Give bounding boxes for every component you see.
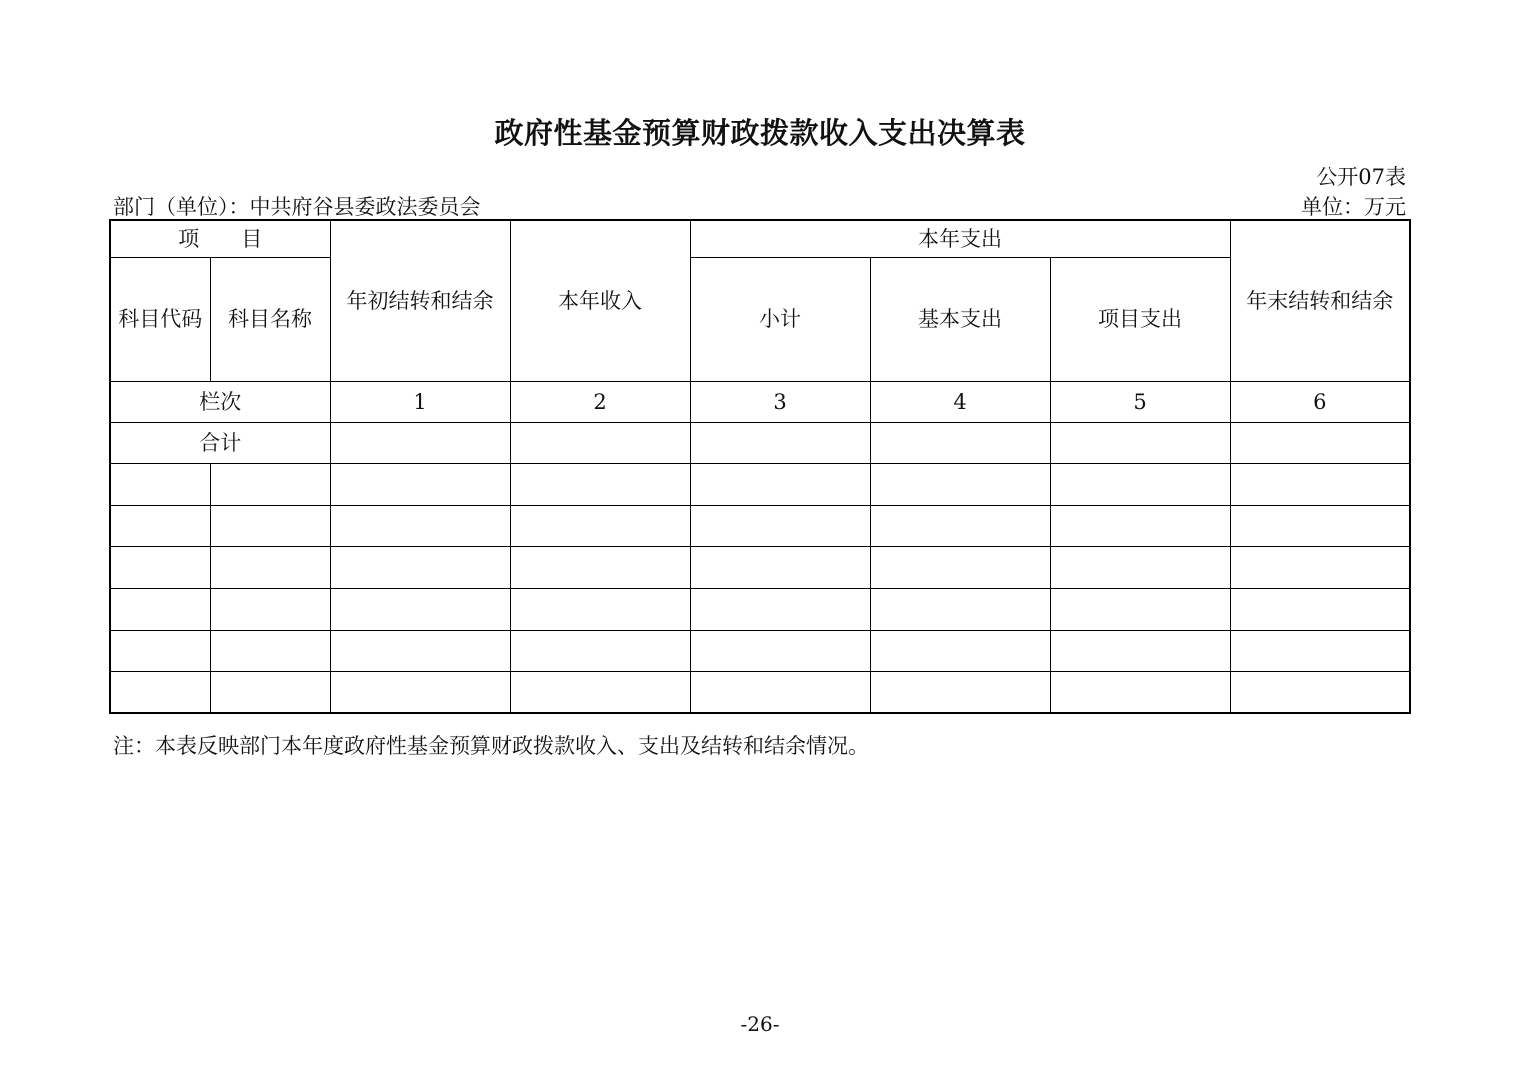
subject-code-cell — [110, 505, 210, 546]
value-cell — [1230, 505, 1410, 546]
column-index: 3 — [690, 381, 870, 422]
value-cell — [690, 463, 870, 505]
value-cell — [1050, 505, 1230, 546]
value-cell — [1230, 463, 1410, 505]
header-subject-code: 科目代码 — [110, 257, 210, 381]
value-cell — [870, 630, 1050, 671]
unit-label: 单位：万元 — [1301, 195, 1406, 219]
value-cell — [510, 588, 690, 630]
total-value-cell — [510, 422, 690, 463]
subject-name-cell — [210, 630, 330, 671]
subject-code-cell — [110, 588, 210, 630]
value-cell — [330, 588, 510, 630]
value-cell — [330, 546, 510, 588]
value-cell — [510, 463, 690, 505]
value-cell — [1230, 671, 1410, 713]
value-cell — [870, 505, 1050, 546]
header-basic-expenditure: 基本支出 — [870, 257, 1050, 381]
subject-code-cell — [110, 630, 210, 671]
table-row — [110, 588, 1410, 630]
table-row — [110, 463, 1410, 505]
budget-table — [109, 219, 1411, 714]
table-row — [110, 671, 1410, 713]
subject-name-cell — [210, 505, 330, 546]
value-cell — [870, 671, 1050, 713]
column-index: 2 — [510, 381, 690, 422]
subject-code-cell — [110, 546, 210, 588]
column-index: 6 — [1230, 381, 1410, 422]
value-cell — [1230, 588, 1410, 630]
table-row — [110, 505, 1410, 546]
value-cell — [1050, 588, 1230, 630]
column-index: 5 — [1050, 381, 1230, 422]
header-opening-balance: 年初结转和结余 — [330, 220, 510, 381]
value-cell — [870, 546, 1050, 588]
department-label: 部门（单位）：中共府谷县委政法委员会 — [113, 195, 481, 219]
document-title: 政府性基金预算财政拨款收入支出决算表 — [494, 116, 1026, 150]
total-value-cell — [870, 422, 1050, 463]
total-value-cell — [330, 422, 510, 463]
form-code: 公开07表 — [1316, 165, 1406, 189]
table-row — [110, 546, 1410, 588]
value-cell — [1050, 671, 1230, 713]
value-cell — [510, 546, 690, 588]
header-current-income: 本年收入 — [510, 220, 690, 381]
column-index: 4 — [870, 381, 1050, 422]
total-value-cell — [690, 422, 870, 463]
value-cell — [1050, 546, 1230, 588]
value-cell — [1050, 630, 1230, 671]
value-cell — [510, 671, 690, 713]
subject-name-cell — [210, 671, 330, 713]
header-row-2 — [110, 257, 1410, 381]
column-index-label: 栏次 — [110, 381, 330, 422]
header-current-expenditure: 本年支出 — [690, 220, 1230, 257]
value-cell — [330, 505, 510, 546]
total-label: 合计 — [110, 422, 330, 463]
page-number: -26- — [740, 1012, 780, 1036]
total-row — [110, 422, 1410, 463]
value-cell — [330, 671, 510, 713]
table-note: 注：本表反映部门本年度政府性基金预算财政拨款收入、支出及结转和结余情况。 — [113, 734, 869, 758]
value-cell — [690, 630, 870, 671]
subject-name-cell — [210, 546, 330, 588]
header-row-1 — [110, 220, 1410, 257]
value-cell — [510, 505, 690, 546]
subject-name-cell — [210, 588, 330, 630]
value-cell — [1050, 463, 1230, 505]
value-cell — [870, 588, 1050, 630]
total-value-cell — [1230, 422, 1410, 463]
subject-name-cell — [210, 463, 330, 505]
column-index: 1 — [330, 381, 510, 422]
value-cell — [690, 505, 870, 546]
value-cell — [870, 463, 1050, 505]
total-value-cell — [1050, 422, 1230, 463]
value-cell — [330, 630, 510, 671]
value-cell — [1230, 630, 1410, 671]
column-index-row — [110, 381, 1410, 422]
value-cell — [690, 546, 870, 588]
value-cell — [690, 671, 870, 713]
header-subtotal: 小计 — [690, 257, 870, 381]
value-cell — [690, 588, 870, 630]
header-item: 项 目 — [110, 220, 330, 257]
header-subject-name: 科目名称 — [210, 257, 330, 381]
value-cell — [510, 630, 690, 671]
value-cell — [1230, 546, 1410, 588]
table-row — [110, 630, 1410, 671]
subject-code-cell — [110, 463, 210, 505]
header-project-expenditure: 项目支出 — [1050, 257, 1230, 381]
header-closing-balance: 年末结转和结余 — [1230, 220, 1410, 381]
subject-code-cell — [110, 671, 210, 713]
value-cell — [330, 463, 510, 505]
